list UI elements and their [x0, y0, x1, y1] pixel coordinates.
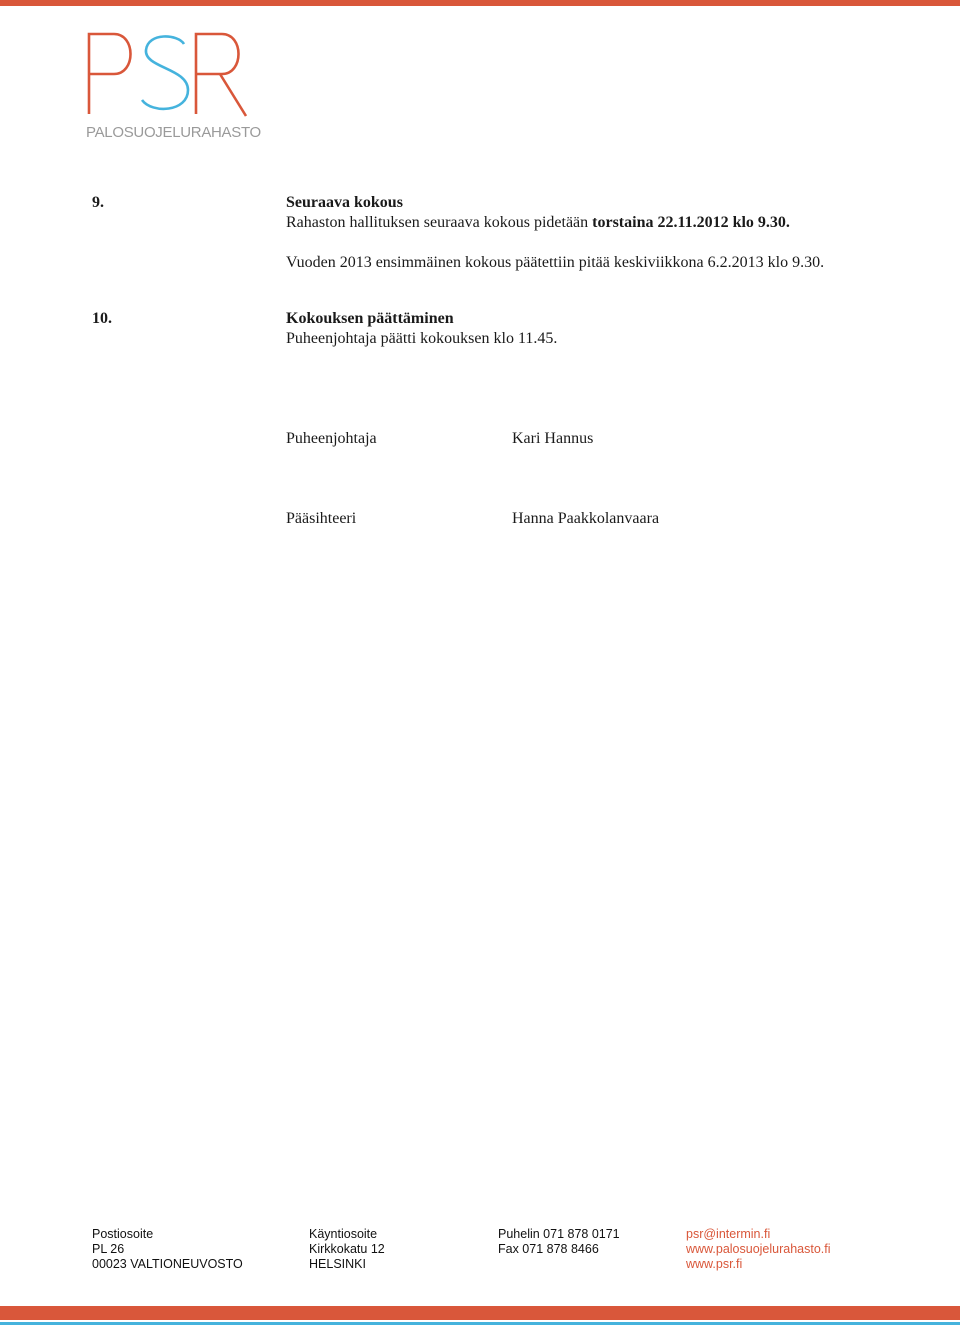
section-text-bold: torstaina 22.11.2012 klo 9.30. — [592, 214, 790, 231]
signature-role: Puheenjohtaja — [286, 430, 377, 447]
signature-name: Hanna Paakkolanvaara — [512, 510, 660, 527]
section-text: Vuoden 2013 ensimmäinen kokous päätettiin pitää keskiviikkona 6.2.2013 klo 9.30. — [286, 254, 825, 271]
top-accent-bar — [0, 0, 960, 6]
section-number: 9. — [92, 194, 104, 211]
section-title: Seuraava kokous — [286, 194, 403, 211]
footer-website-link[interactable]: www.psr.fi — [686, 1257, 743, 1271]
footer-postal-address — [92, 1227, 243, 1272]
section-number: 10. — [92, 310, 112, 327]
section-text: Puheenjohtaja päätti kokouksen klo 11.45. — [286, 330, 558, 347]
bottom-accent-bar — [0, 1306, 960, 1320]
footer-line: Käyntiosoite — [309, 1227, 378, 1241]
footer-line: Fax 071 878 8466 — [498, 1242, 599, 1256]
footer-email-link[interactable]: psr@intermin.fi — [686, 1227, 771, 1241]
section-text — [286, 214, 790, 232]
section-text-plain: Rahaston hallituksen seuraava kokous pidetään — [286, 214, 593, 231]
footer-line: Puhelin 071 878 0171 — [498, 1227, 620, 1241]
signature-name: Kari Hannus — [512, 430, 594, 447]
footer-phone — [498, 1227, 620, 1257]
footer-line: 00023 VALTIONEUVOSTO — [92, 1257, 243, 1271]
footer-line: Kirkkokatu 12 — [309, 1242, 385, 1256]
section-title: Kokouksen päättäminen — [286, 310, 454, 327]
footer-line: PL 26 — [92, 1242, 125, 1256]
footer-visiting-address — [309, 1227, 385, 1272]
footer-line: Postiosoite — [92, 1227, 154, 1241]
footer-website-link[interactable]: www.palosuojelurahasto.fi — [686, 1242, 831, 1256]
footer-line: HELSINKI — [309, 1257, 366, 1271]
bottom-accent-line — [0, 1322, 960, 1325]
footer-links — [686, 1227, 831, 1272]
signature-role: Pääsihteeri — [286, 510, 357, 527]
logo-subtitle: PALOSUOJELURAHASTO — [86, 124, 261, 141]
